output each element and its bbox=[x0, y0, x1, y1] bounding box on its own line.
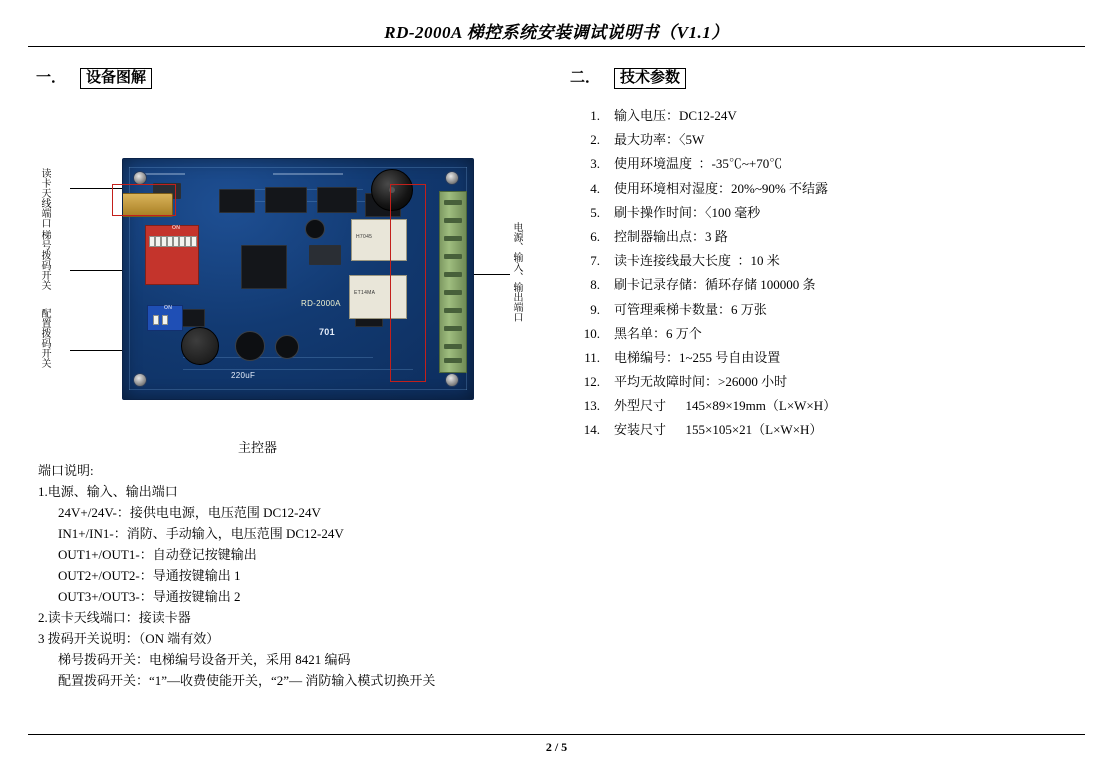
capacitor bbox=[305, 219, 325, 239]
spec-item bbox=[570, 229, 1070, 244]
capacitor bbox=[235, 331, 265, 361]
port-heading: 端口说明: bbox=[38, 463, 94, 478]
spec-label: 最大功率：〈5W bbox=[614, 132, 705, 148]
section-one-number: 一． bbox=[36, 70, 67, 86]
spec-label: 使用环境温度 ：-35℃~+70℃ bbox=[614, 156, 783, 172]
section-heading-one bbox=[36, 66, 152, 87]
port-line: 配置拨码开关：“1”—收费使能开关，“2”— 消防输入模式切换开关 bbox=[58, 673, 436, 688]
spec-item bbox=[570, 350, 1070, 365]
label-config-dip: 配置拨码开关 bbox=[39, 308, 50, 368]
capacitor bbox=[275, 335, 299, 359]
port-line: IN1+/IN1-：消防、手动输入，电压范围 DC12-24V bbox=[58, 526, 344, 541]
highlight-terminal-block bbox=[390, 184, 426, 382]
spec-item bbox=[570, 132, 1070, 147]
ic-chip bbox=[265, 187, 307, 213]
silk-mcu-code: 701 bbox=[319, 327, 335, 337]
relay: ET14MA bbox=[349, 275, 407, 319]
inductor bbox=[181, 327, 219, 365]
leader-line-config-dip bbox=[70, 350, 122, 351]
elevator-number-dip-switch[interactable]: ON bbox=[145, 225, 199, 285]
ic-chip bbox=[309, 245, 341, 265]
spec-index: 5. bbox=[590, 204, 600, 220]
spec-label: 电梯编号：1~255 号自由设置 bbox=[614, 349, 781, 365]
spec-label: 输入电压：DC12-24V bbox=[614, 108, 737, 123]
spec-item bbox=[570, 156, 1070, 171]
spec-index: 8. bbox=[590, 277, 600, 293]
spec-item bbox=[570, 326, 1070, 341]
spec-label: 刷卡记录存储：循环存储 100000 条 bbox=[614, 277, 816, 293]
figure-caption: 主控器 bbox=[238, 440, 278, 455]
section-two-number: 二． bbox=[570, 70, 601, 86]
spec-item bbox=[570, 108, 1070, 123]
mcu-chip bbox=[241, 245, 287, 289]
port-line: 3 拨码开关说明：（ON 端有效） bbox=[38, 631, 220, 646]
port-description-block bbox=[38, 460, 558, 691]
spec-index: 6. bbox=[590, 228, 600, 244]
leader-line-ports bbox=[472, 274, 510, 275]
document-title: RD-2000A 梯控系统安装调试说明书（V1.1） bbox=[384, 23, 729, 42]
spec-index: 11. bbox=[584, 349, 600, 365]
port-line: 梯号拨码开关：电梯编号设备开关，采用 8421 编码 bbox=[58, 652, 351, 667]
port-line: OUT3+/OUT3-：导通按键输出 2 bbox=[58, 589, 241, 604]
spec-item bbox=[570, 422, 1070, 437]
footer-divider bbox=[28, 734, 1085, 735]
spec-index: 12. bbox=[583, 374, 600, 390]
mount-hole bbox=[445, 171, 459, 185]
section-two-title: 技术参数 bbox=[614, 68, 686, 89]
spec-label: 黑名单：6 万个 bbox=[614, 325, 702, 341]
spec-index: 7. bbox=[590, 253, 600, 269]
port-line: 1.电源、输入、输出端口 bbox=[38, 484, 178, 499]
port-line: 24V+/24V-：接供电电源，电压范围 DC12-24V bbox=[58, 505, 321, 520]
mount-hole bbox=[133, 171, 147, 185]
leader-line-elevator-dip bbox=[70, 270, 122, 271]
spec-label: 外型尺寸 145×89×19mm（L×W×H） bbox=[614, 398, 837, 414]
spec-index: 2. bbox=[590, 132, 600, 148]
spec-index: 3. bbox=[590, 156, 600, 172]
spec-index: 9. bbox=[590, 301, 600, 317]
spec-item bbox=[570, 302, 1070, 317]
port-line: OUT2+/OUT2-：导通按键输出 1 bbox=[58, 568, 241, 583]
section-one-title: 设备图解 bbox=[80, 68, 152, 89]
spec-index: 13. bbox=[583, 398, 600, 414]
spec-label: 使用环境相对湿度：20%~90% 不结露 bbox=[614, 180, 828, 196]
controller-board-figure bbox=[39, 140, 540, 415]
spec-label: 可管理乘梯卡数量：6 万张 bbox=[614, 301, 767, 317]
spec-item bbox=[570, 374, 1070, 389]
spec-index: 14. bbox=[583, 422, 600, 438]
silk-cap-220uf: 220uF bbox=[231, 371, 256, 380]
port-line: 2.读卡天线端口：接读卡器 bbox=[38, 610, 191, 625]
relay: H7045 bbox=[351, 219, 407, 261]
config-dip-switch[interactable]: ON bbox=[147, 305, 183, 331]
spec-label: 安装尺寸 155×105×21（L×W×H） bbox=[614, 422, 823, 438]
header-divider bbox=[28, 46, 1085, 47]
spec-label: 刷卡操作时间：〈100 毫秒 bbox=[614, 204, 761, 220]
page-number: 2 / 5 bbox=[545, 740, 568, 754]
spec-index: 10. bbox=[583, 325, 600, 341]
label-antenna-port: 读卡天线端口 bbox=[39, 168, 50, 228]
section-heading-two bbox=[570, 66, 686, 87]
spec-item bbox=[570, 181, 1070, 196]
spec-item bbox=[570, 277, 1070, 292]
port-line: OUT1+/OUT1-：自动登记按键输出 bbox=[58, 547, 257, 562]
ic-chip bbox=[317, 187, 357, 213]
label-power-io-ports: 电源、输入、输出端口 bbox=[511, 222, 522, 322]
label-elevator-dip: 梯号拨码开关 bbox=[39, 230, 50, 290]
spec-item bbox=[570, 253, 1070, 268]
mount-hole bbox=[445, 373, 459, 387]
technical-spec-list bbox=[570, 108, 1070, 447]
spec-label: 控制器输出点：3 路 bbox=[614, 228, 728, 244]
silk-model: RD-2000A bbox=[301, 299, 341, 308]
spec-label: 读卡连接线最大长度 ：10 米 bbox=[614, 253, 780, 269]
ic-chip bbox=[219, 189, 255, 213]
mount-hole bbox=[133, 373, 147, 387]
highlight-antenna-connector bbox=[112, 184, 176, 216]
spec-item bbox=[570, 205, 1070, 220]
spec-label: 平均无故障时间：>26000 小时 bbox=[614, 374, 788, 390]
power-io-terminal-block[interactable] bbox=[439, 191, 467, 373]
spec-index: 4. bbox=[590, 180, 600, 196]
spec-item bbox=[570, 398, 1070, 413]
ic-chip bbox=[181, 309, 205, 327]
spec-index: 1. bbox=[590, 108, 600, 123]
